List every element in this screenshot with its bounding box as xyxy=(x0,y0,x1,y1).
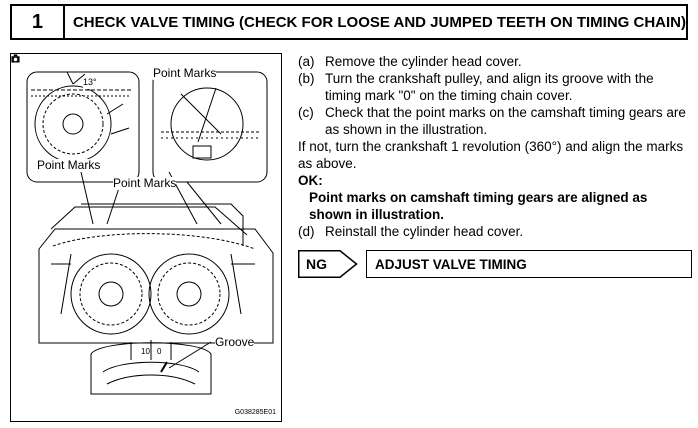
ng-row xyxy=(298,250,692,278)
intake-gear xyxy=(71,254,151,334)
note-text: If not, turn the crankshaft 1 revolution (360°) and align the marks as above. xyxy=(298,139,684,171)
scale-label-0: 0 xyxy=(157,347,162,356)
instruction-marker: (c) xyxy=(298,105,314,120)
timing-chain xyxy=(53,234,255,249)
angle-label: 13° xyxy=(83,77,97,87)
engine-head xyxy=(39,229,273,343)
instruction-marker: (a) xyxy=(298,54,315,69)
instruction-text: Turn the crankshaft pulley, and align its groove with the timing mark "0" on the timing chain cover. xyxy=(325,71,654,103)
camera-icon xyxy=(11,54,20,63)
step-number: 1 xyxy=(12,6,65,38)
ng-label: NG xyxy=(306,256,327,272)
instruction-marker: (b) xyxy=(298,71,315,86)
point-marks-label-mid: Point Marks xyxy=(113,176,177,190)
instruction-marker: (d) xyxy=(298,224,315,239)
inset-right-gear xyxy=(171,88,243,160)
instructions xyxy=(298,53,690,240)
step-header xyxy=(10,4,688,40)
instruction-d xyxy=(298,223,690,240)
groove-label: Groove xyxy=(215,335,255,349)
ng-action-box xyxy=(366,250,692,278)
valve-timing-illustration xyxy=(10,53,282,422)
point-marks-label-top: Point Marks xyxy=(153,66,217,80)
point-marks-label-left: Point Marks xyxy=(37,158,101,172)
instruction-c xyxy=(298,104,690,138)
ng-action-text: ADJUST VALVE TIMING xyxy=(375,256,527,272)
step-title: CHECK VALVE TIMING (CHECK FOR LOOSE AND JUMPED TEETH ON TIMING CHAIN) xyxy=(72,13,686,31)
inset-left-gear xyxy=(35,86,111,162)
engine-drawing xyxy=(11,54,282,422)
instruction-text: Reinstall the cylinder head cover. xyxy=(325,224,524,239)
instruction-text: Check that the point marks on the camshaft timing gears are as shown in the illustration. xyxy=(325,105,686,137)
figure-code: G038285E01 xyxy=(234,409,276,416)
ok-text: Point marks on camshaft timing gears are aligned as shown in illustration. xyxy=(309,190,648,222)
instruction-b xyxy=(298,70,690,104)
instruction-text: Remove the cylinder head cover. xyxy=(325,54,522,69)
ok-label: OK: xyxy=(298,173,323,188)
exhaust-gear xyxy=(149,254,229,334)
instruction-a xyxy=(298,53,690,70)
scale-label-10: 10 xyxy=(141,347,150,356)
